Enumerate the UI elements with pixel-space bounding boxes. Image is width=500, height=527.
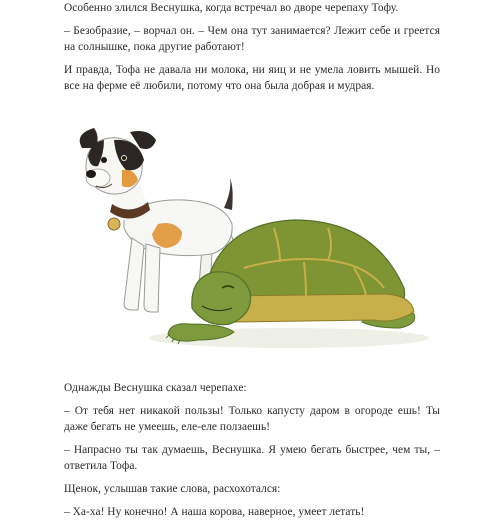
paragraph-8: – Ха-ха! Ну конечно! А наша корова, наверное, умеет летать! xyxy=(64,506,365,518)
paragraph-5: – От тебя нет никакой пользы! Только капусту даром в огороде ешь! Ты даже бегать не умеешь, еле-еле ползаешь! xyxy=(64,405,440,433)
paragraph-2: – Безобразие, – ворчал он. – Чем она тут занимается? Лежит себе и греется на солнышке, пока другие работают! xyxy=(64,25,440,53)
paragraph-1: Особенно злился Веснушка, когда встречал во дворе черепаху Тофу. xyxy=(64,2,399,14)
dog-and-turtle-illustration xyxy=(74,128,434,360)
top-text-block xyxy=(64,0,440,101)
paragraph-4: Однажды Веснушка сказал черепахе: xyxy=(64,382,247,394)
paragraph-6: – Напрасно ты так думаешь, Веснушка. Я умею бегать быстрее, чем ты, – ответила Тофа. xyxy=(64,444,440,472)
bottom-text-block xyxy=(64,380,440,527)
paragraph-3: И правда, Тофа не давала ни молока, ни яиц и не умела ловить мышей. Но все на ферме её любили, потому что она была добрая и мудрая. xyxy=(64,64,440,92)
paragraph-7: Щенок, услышав такие слова, расхохотался: xyxy=(64,483,281,495)
